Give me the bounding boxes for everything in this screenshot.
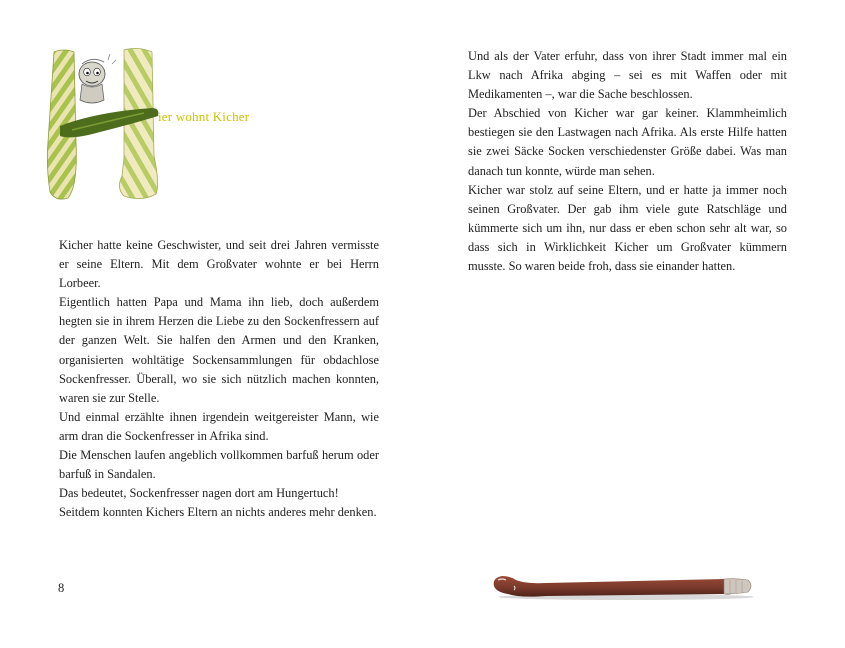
- paragraph: Kicher hatte keine Geschwister, und seit drei Jahren vermisste er seine Eltern. Mit dem Großvater wohnte er bei Herrn Lorbeer.: [59, 238, 379, 291]
- paragraph: Die Menschen laufen angeblich vollkommen barfuß herum oder barfuß in Sandalen.: [59, 448, 379, 482]
- paragraph: Kicher war stolz auf seine Eltern, und er hatte ja immer noch seinen Großvater. Der gab ihm viele gute Ratschläge und kümmerte sich um ihn, nur dass er eben schon sehr alt war, so dass sich in Wirklichkeit Kicher um Großvater kümmern musste. So waren beide froh, dass sie einander hatten.: [468, 182, 787, 274]
- paragraph: Und als der Vater erfuhr, dass von ihrer Stadt immer mal ein Lkw nach Afrika abging – sei es mit Waffen oder mit Medikamenten –, war die Sache beschlossen.: [468, 49, 787, 102]
- paragraph: Das bedeutet, Sockenfresser nagen dort am Hungertuch!: [59, 486, 339, 501]
- left-page: [0, 0, 422, 648]
- chapter-title: ier wohnt Kicher: [158, 109, 250, 124]
- long-red-sock-illustration: [486, 566, 756, 602]
- paragraph: Eigentlich hatten Papa und Mama ihn lieb, doch außerdem hegten sie in ihrem Herzen die Liebe zu den Sockenfressern auf der ganzen Welt. Sie halfen den Armen und den Kranken, organisierten wohltätige Sockensammlungen für obdachlose Sockenfresser. Überall, wo sie sich nützlich machen konnten, waren sie zur Stelle.: [59, 295, 379, 405]
- sock-letter-h-illustration: [42, 46, 172, 206]
- right-page-body: [468, 47, 787, 276]
- right-page: [423, 0, 845, 648]
- paragraph: Und einmal erzählte ihnen irgendein weitgereister Mann, wie arm dran die Sockenfresser in Afrika sind.: [59, 409, 379, 443]
- paragraph: Seitdem konnten Kichers Eltern an nichts anderes mehr denken.: [59, 505, 377, 520]
- left-page-body: [59, 236, 379, 522]
- page-number: 8: [58, 581, 65, 595]
- paragraph: Der Abschied von Kicher war gar keiner. Klammheimlich bestiegen sie den Lastwagen nach Afrika. Als erste Hilfe hatten sie zwei Säcke Socken verschiedenster Größe dabei. Was man danach tun konnte, würde man sehen.: [468, 106, 787, 178]
